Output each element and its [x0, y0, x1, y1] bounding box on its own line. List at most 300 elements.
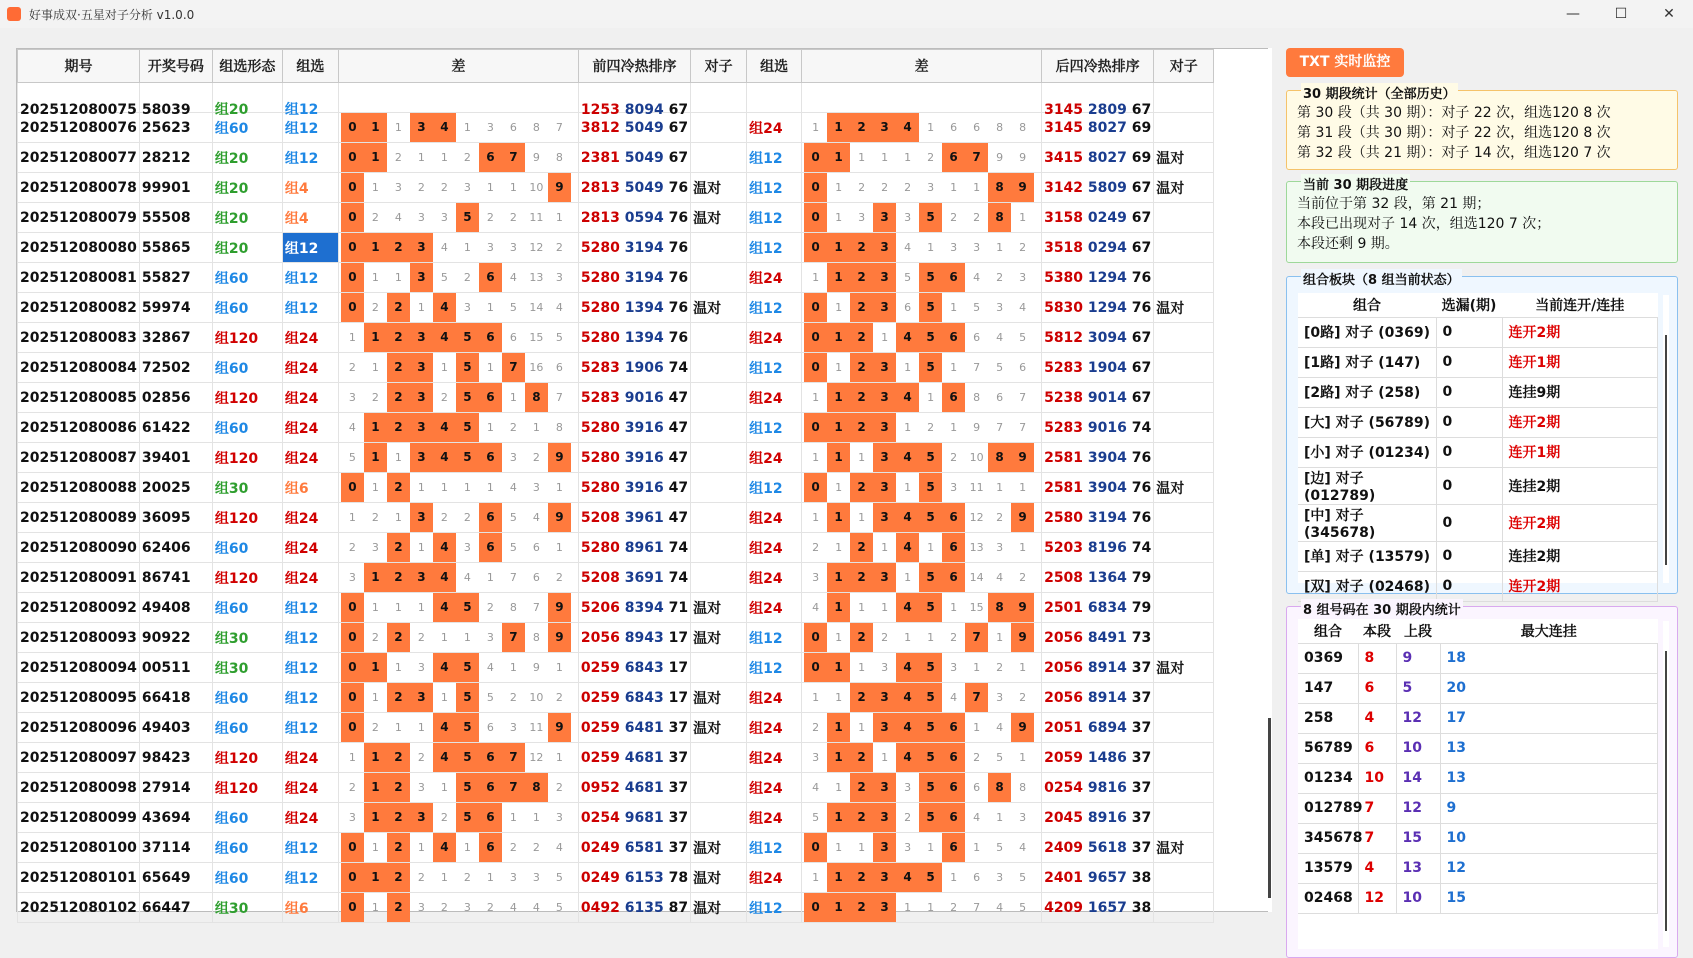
diff-digit: 0: [341, 893, 364, 922]
diff-digit: 7: [555, 121, 563, 134]
group-cell[interactable]: 组12: [282, 233, 338, 263]
table-row-partial[interactable]: [18, 83, 1214, 113]
groupstats-max: 9: [1440, 793, 1658, 823]
diff-digit: 4: [996, 571, 1004, 584]
diff-digit: 2: [850, 293, 873, 322]
groupstats-cur: 6: [1358, 673, 1396, 703]
pair-cell: [1154, 443, 1214, 473]
table-row[interactable]: [18, 383, 1214, 413]
hot-cell: [1042, 233, 1154, 263]
diff-digit: 1: [486, 361, 494, 374]
diff-digit: 1: [486, 421, 494, 434]
diff-digit: 3: [996, 301, 1004, 314]
diff-digit: 4: [555, 301, 563, 314]
diff-digit: 2: [348, 541, 356, 554]
groupstats-header[interactable]: 组合: [1298, 619, 1358, 643]
diff-cell: [802, 653, 1042, 683]
diff-digit: 1: [973, 841, 981, 854]
group-cell: 组12: [747, 413, 802, 443]
diff-digit: 6: [973, 331, 981, 344]
diff-cell: [802, 263, 1042, 293]
diff-digit: 4: [896, 113, 919, 142]
groupstats-table[interactable]: [1298, 619, 1658, 949]
combo-row[interactable]: [1298, 541, 1658, 571]
diff-digit: 4: [896, 743, 919, 772]
combo-row[interactable]: [1298, 437, 1658, 467]
group-cell[interactable]: 组12: [282, 653, 338, 683]
diff-digit: 5: [440, 271, 448, 284]
combo-header[interactable]: 当前连开/连挂: [1502, 293, 1658, 317]
groupstats-row[interactable]: [1298, 703, 1658, 733]
groupstats-row[interactable]: [1298, 823, 1658, 853]
form-cell: 组120: [212, 773, 282, 803]
column-header[interactable]: 前四冷热排序: [578, 50, 690, 83]
pair-cell: [691, 743, 747, 773]
group-cell[interactable]: 组24: [282, 323, 338, 353]
diff-digit: 8: [988, 593, 1011, 622]
pair-cell: 温对: [1154, 143, 1214, 173]
diff-digit: 8: [988, 443, 1011, 472]
table-row[interactable]: [18, 713, 1214, 743]
diff-digit: 6: [479, 803, 502, 832]
groupstats-row[interactable]: [1298, 673, 1658, 703]
group-cell[interactable]: 组12: [282, 263, 338, 293]
column-header[interactable]: 组选形态: [212, 50, 282, 83]
diff-digit: 1: [827, 713, 850, 742]
diff-digit: 11: [969, 481, 984, 494]
diff-cell: [338, 683, 578, 713]
table-row[interactable]: [18, 623, 1214, 653]
diff-digit: 2: [417, 871, 425, 884]
combo-header[interactable]: 组合: [1298, 293, 1436, 317]
hot-c: 17: [668, 689, 689, 706]
diff-digit: 1: [904, 571, 912, 584]
group-cell[interactable]: 组24: [282, 353, 338, 383]
combo-row[interactable]: [1298, 504, 1658, 541]
form-cell: 组60: [212, 833, 282, 863]
table-row[interactable]: [18, 743, 1214, 773]
diff-digit: 1: [858, 601, 866, 614]
hot-c: 76: [668, 269, 689, 286]
hot-cell: [578, 323, 690, 353]
diff-digit: 6: [942, 773, 965, 802]
groupstats-cur: 10: [1358, 763, 1396, 793]
pair-cell: 温对: [691, 833, 747, 863]
progress-panel: [1286, 178, 1678, 263]
combo-status: 连挂2期: [1502, 467, 1658, 504]
combo-name: [单] 对子 (13579): [1298, 541, 1436, 571]
diff-digit: 0: [804, 143, 827, 172]
diff-digit: 0: [804, 653, 827, 682]
diff-cell: [802, 713, 1042, 743]
column-header[interactable]: 组选: [282, 50, 338, 83]
group-cell[interactable]: 组4: [282, 203, 338, 233]
period-cell: 202512080097: [18, 743, 140, 773]
table-row[interactable]: [18, 833, 1214, 863]
txt-monitor-button[interactable]: TXT 实时监控: [1286, 48, 1404, 77]
group-cell[interactable]: 组12: [282, 623, 338, 653]
hot-cell: [1042, 713, 1154, 743]
groupstats-cur: 6: [1358, 733, 1396, 763]
diff-digit: 13: [969, 541, 984, 554]
diff-digit: 3: [463, 541, 471, 554]
hot-cell: [578, 143, 690, 173]
diff-digit: 1: [394, 451, 402, 464]
diff-digit: 4: [996, 901, 1004, 914]
hot-c: 76: [668, 299, 689, 316]
diff-digit: 4: [1019, 841, 1027, 854]
diff-cell: [338, 323, 578, 353]
hot-c: 71: [668, 599, 689, 616]
form-cell: 组60: [212, 803, 282, 833]
diff-digit: 1: [950, 301, 958, 314]
group-cell: 组24: [747, 803, 802, 833]
hot-b: 1904: [1087, 359, 1127, 376]
table-row[interactable]: [18, 503, 1214, 533]
diff-digit: 3: [410, 113, 433, 142]
table-row[interactable]: [18, 353, 1214, 383]
hot-c: 37: [668, 749, 689, 766]
diff-digit: 5: [919, 503, 942, 532]
diff-digit: 5: [456, 323, 479, 352]
group-cell[interactable]: 组12: [282, 293, 338, 323]
diff-digit: 9: [548, 173, 571, 202]
groupstats-cur: 12: [1358, 883, 1396, 913]
group-cell[interactable]: 组24: [282, 743, 338, 773]
pair-cell: [691, 503, 747, 533]
group-cell[interactable]: 组12: [282, 833, 338, 863]
hot-b: 3194: [1087, 509, 1127, 526]
group-cell[interactable]: 组24: [282, 413, 338, 443]
hot-a: 3812: [580, 119, 620, 136]
diff-digit: 6: [942, 503, 965, 532]
hot-a: 3415: [1044, 149, 1084, 166]
diff-digit: 2: [440, 181, 448, 194]
diff-cell: [338, 143, 578, 173]
diff-digit: 9: [548, 623, 571, 652]
hot-b: 3904: [1087, 449, 1127, 466]
diff-cell: [338, 473, 578, 503]
table-row[interactable]: [18, 173, 1214, 203]
table-row[interactable]: [18, 653, 1214, 683]
hot-cell: [1042, 893, 1154, 923]
diff-digit: 6: [996, 391, 1004, 404]
combo-table[interactable]: [1298, 293, 1658, 595]
diff-digit: 0: [804, 833, 827, 862]
period-cell: 202512080093: [18, 623, 140, 653]
diff-digit: 1: [532, 421, 540, 434]
group-cell[interactable]: 组12: [282, 713, 338, 743]
group-cell[interactable]: 组24: [282, 803, 338, 833]
table-row[interactable]: [18, 683, 1214, 713]
diff-digit: 1: [812, 511, 820, 524]
column-header[interactable]: 组选: [747, 50, 802, 83]
diff-digit: 2: [371, 721, 379, 734]
groupstats-row[interactable]: [1298, 883, 1658, 913]
group-cell[interactable]: 组6: [282, 893, 338, 923]
group-cell[interactable]: 组24: [282, 563, 338, 593]
diff-digit: 4: [812, 601, 820, 614]
column-header[interactable]: 差: [338, 50, 578, 83]
form-cell: 组60: [212, 293, 282, 323]
diff-digit: 5: [456, 803, 479, 832]
diff-digit: 5: [1019, 871, 1027, 884]
diff-digit: 1: [827, 413, 850, 442]
hot-b: 8914: [1087, 689, 1127, 706]
form-cell: 组60: [212, 593, 282, 623]
column-header[interactable]: 对子: [691, 50, 747, 83]
table-row[interactable]: [18, 533, 1214, 563]
diff-digit: 3: [410, 353, 433, 382]
diff-digit: 0: [804, 893, 827, 922]
diff-digit: 4: [433, 563, 456, 592]
form-cell: 组120: [212, 323, 282, 353]
diff-digit: 4: [433, 713, 456, 742]
diff-digit: 1: [812, 691, 820, 704]
hot-c: 47: [668, 509, 689, 526]
table-row[interactable]: [18, 203, 1214, 233]
diff-digit: 5: [456, 353, 479, 382]
groupstats-name: 147: [1298, 673, 1358, 703]
diff-cell: [338, 713, 578, 743]
hot-cell: [1042, 833, 1154, 863]
diff-cell: [802, 83, 1042, 113]
group-cell[interactable]: 组12: [282, 113, 338, 143]
diff-digit: 1: [950, 361, 958, 374]
hot-cell: [578, 353, 690, 383]
groupstats-header[interactable]: 上段: [1396, 619, 1440, 643]
number-cell: 37114: [139, 833, 212, 863]
combo-miss: 0: [1436, 571, 1502, 601]
hot-c: 74: [668, 569, 689, 586]
group-cell: 组12: [747, 893, 802, 923]
table-row[interactable]: [18, 143, 1214, 173]
diff-digit: 1: [555, 661, 563, 674]
table-row[interactable]: [18, 443, 1214, 473]
diff-digit: 0: [804, 173, 827, 202]
diff-digit: 4: [433, 443, 456, 472]
diff-digit: 1: [364, 653, 387, 682]
groupstats-row[interactable]: [1298, 733, 1658, 763]
diff-digit: 2: [371, 301, 379, 314]
table-row[interactable]: [18, 413, 1214, 443]
diff-digit: 0: [804, 353, 827, 382]
stats30-title: 30 期段统计（全部历史）: [1301, 83, 1458, 102]
diff-digit: 1: [509, 391, 517, 404]
diff-digit: 15: [969, 601, 984, 614]
diff-digit: 4: [950, 691, 958, 704]
diff-digit: 12: [969, 511, 984, 524]
maximize-button[interactable]: ☐: [1614, 6, 1628, 22]
diff-digit: 4: [433, 653, 456, 682]
minimize-button[interactable]: —: [1566, 6, 1580, 22]
diff-digit: 1: [881, 331, 889, 344]
hot-b: 9816: [1087, 779, 1127, 796]
combo-row[interactable]: [1298, 467, 1658, 504]
combo-status: 连开2期: [1502, 504, 1658, 541]
hot-cell: [1042, 863, 1154, 893]
groupstats-row[interactable]: [1298, 793, 1658, 823]
diff-digit: 6: [1019, 361, 1027, 374]
diff-digit: 8: [555, 421, 563, 434]
hot-cell: [578, 263, 690, 293]
group-cell[interactable]: 组12: [282, 143, 338, 173]
table-row[interactable]: [18, 263, 1214, 293]
groupstats-header[interactable]: 本段: [1358, 619, 1396, 643]
hot-c: 37: [668, 839, 689, 856]
hot-c: 76: [668, 329, 689, 346]
column-header[interactable]: 期号: [18, 50, 140, 83]
number-cell: 65649: [139, 863, 212, 893]
form-cell: 组60: [212, 263, 282, 293]
diff-digit: 4: [532, 901, 540, 914]
column-header[interactable]: 后四冷热排序: [1042, 50, 1154, 83]
diff-digit: 1: [950, 871, 958, 884]
groupstats-row[interactable]: [1298, 643, 1658, 673]
diff-digit: 5: [456, 773, 479, 802]
diff-cell: [338, 833, 578, 863]
diff-digit: 2: [850, 413, 873, 442]
diff-digit: 1: [417, 151, 425, 164]
diff-digit: 5: [555, 901, 563, 914]
diff-cell: [338, 173, 578, 203]
table-row[interactable]: [18, 323, 1214, 353]
grid-scrollbar[interactable]: [1268, 48, 1272, 912]
hot-b: 9016: [1087, 419, 1127, 436]
diff-digit: 0: [804, 473, 827, 502]
diff-digit: 6: [904, 301, 912, 314]
diff-digit: 2: [463, 871, 471, 884]
hot-a: 3145: [1044, 119, 1084, 136]
hot-b: 0294: [1087, 239, 1127, 256]
number-cell: 49403: [139, 713, 212, 743]
diff-digit: 2: [850, 263, 873, 292]
hot-a: 0259: [580, 659, 620, 676]
hot-a: 5280: [580, 299, 620, 316]
diff-digit: 0: [804, 413, 827, 442]
close-button[interactable]: ✕: [1663, 6, 1675, 22]
combo-row[interactable]: [1298, 571, 1658, 601]
diff-digit: 6: [479, 503, 502, 532]
group-cell[interactable]: 组12: [282, 863, 338, 893]
diff-digit: 10: [529, 691, 544, 704]
diff-digit: 2: [850, 743, 873, 772]
table-row[interactable]: [18, 803, 1214, 833]
group-cell: 组24: [747, 773, 802, 803]
diff-digit: 5: [919, 593, 942, 622]
hot-cell: [578, 203, 690, 233]
group-cell[interactable]: 组4: [282, 173, 338, 203]
table-row[interactable]: [18, 893, 1214, 923]
hot-c: 76: [668, 209, 689, 226]
combo-scrollbar[interactable]: [1663, 295, 1669, 583]
groupstats-cur: 4: [1358, 703, 1396, 733]
combo-row[interactable]: [1298, 377, 1658, 407]
diff-digit: 5: [919, 653, 942, 682]
diff-digit: 9: [1011, 593, 1034, 622]
hot-b: 5049: [624, 149, 664, 166]
hot-cell: [1042, 323, 1154, 353]
diff-digit: 1: [486, 571, 494, 584]
diff-digit: 4: [973, 811, 981, 824]
diff-digit: 1: [1019, 541, 1027, 554]
group-cell[interactable]: 组12: [282, 683, 338, 713]
hot-a: 2059: [1044, 749, 1084, 766]
diff-digit: 1: [440, 781, 448, 794]
diff-cell: [338, 773, 578, 803]
table-row[interactable]: [18, 863, 1214, 893]
group-cell: 组24: [747, 443, 802, 473]
groupstats-max: 20: [1440, 673, 1658, 703]
diff-digit: 7: [532, 601, 540, 614]
groupstats-name: 01234: [1298, 763, 1358, 793]
hot-b: 8916: [1087, 809, 1127, 826]
table-row[interactable]: [18, 593, 1214, 623]
group-cell[interactable]: 组24: [282, 533, 338, 563]
hot-a: 2501: [1044, 599, 1084, 616]
combo-row[interactable]: [1298, 407, 1658, 437]
diff-cell: [802, 773, 1042, 803]
diff-digit: 4: [896, 533, 919, 562]
group-cell[interactable]: 组12: [282, 593, 338, 623]
diff-digit: 6: [942, 803, 965, 832]
pair-cell: [1154, 203, 1214, 233]
groupstats-row[interactable]: [1298, 763, 1658, 793]
group-cell[interactable]: 组24: [282, 773, 338, 803]
combo-row[interactable]: [1298, 317, 1658, 347]
diff-digit: 4: [896, 503, 919, 532]
group-cell[interactable]: 组24: [282, 503, 338, 533]
scroll-thumb[interactable]: [1268, 718, 1271, 898]
period-cell: 202512080101: [18, 863, 140, 893]
form-cell: 组120: [212, 563, 282, 593]
group-cell[interactable]: 组6: [282, 473, 338, 503]
column-header[interactable]: 对子: [1154, 50, 1214, 83]
diff-digit: 2: [850, 473, 873, 502]
results-grid[interactable]: [16, 48, 1272, 917]
hot-a: 5280: [580, 539, 620, 556]
hot-c: 76: [1131, 269, 1152, 286]
results-table: [17, 49, 1214, 923]
table-row[interactable]: [18, 293, 1214, 323]
groupstats-header[interactable]: 最大连挂: [1440, 619, 1658, 643]
column-header[interactable]: 差: [802, 50, 1042, 83]
table-row[interactable]: [18, 773, 1214, 803]
groupstats-scrollbar[interactable]: [1663, 621, 1669, 947]
diff-digit: 1: [827, 143, 850, 172]
groupstats-row[interactable]: [1298, 853, 1658, 883]
diff-digit: 1: [927, 391, 935, 404]
combo-header[interactable]: 选漏(期): [1436, 293, 1502, 317]
groupstats-panel: [1286, 603, 1678, 958]
combo-miss: 0: [1436, 541, 1502, 571]
group-cell[interactable]: 组24: [282, 443, 338, 473]
column-header[interactable]: 开奖号码: [139, 50, 212, 83]
form-cell: 组30: [212, 623, 282, 653]
diff-cell: [338, 863, 578, 893]
group-cell[interactable]: 组24: [282, 383, 338, 413]
table-row[interactable]: [18, 233, 1214, 263]
diff-digit: 7: [509, 571, 517, 584]
table-row[interactable]: [18, 473, 1214, 503]
diff-digit: 1: [394, 121, 402, 134]
table-row[interactable]: [18, 563, 1214, 593]
diff-digit: 3: [873, 683, 896, 712]
combo-status: 连挂9期: [1502, 377, 1658, 407]
diff-digit: 1: [364, 563, 387, 592]
diff-digit: 3: [873, 503, 896, 532]
combo-row[interactable]: [1298, 347, 1658, 377]
